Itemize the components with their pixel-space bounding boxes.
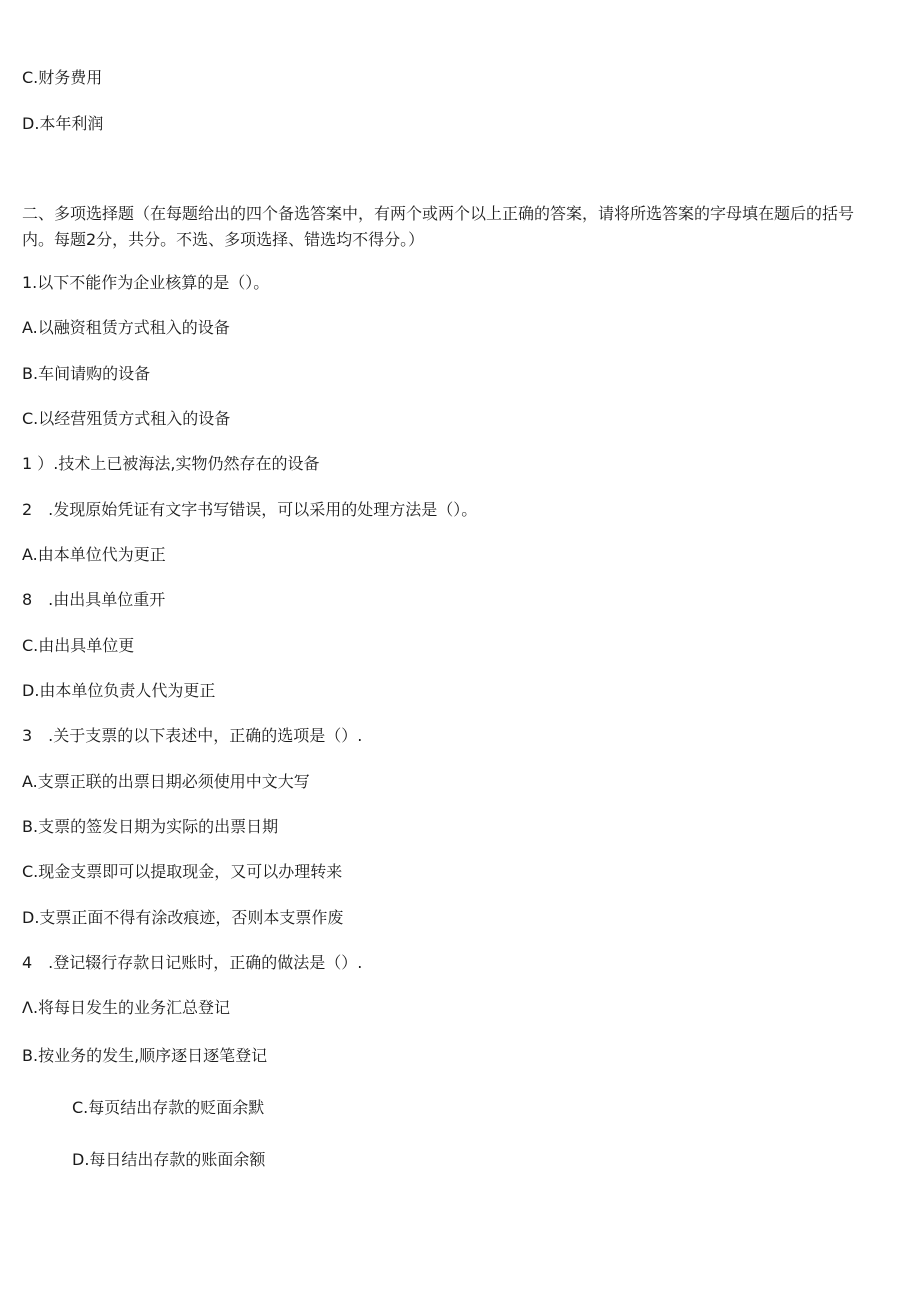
question-4: 4 .登记辍行存款日记账时，正确的做法是（）. <box>22 953 363 972</box>
q3-option-c: C.现金支票即可以提取现金，又可以办理转来 <box>22 862 343 881</box>
q4-option-a: Λ.将每日发生的业务汇总登记 <box>22 998 231 1017</box>
q2-option-d: D.由本单位负责人代为更正 <box>22 681 216 700</box>
question-1: 1.以下不能作为企业核算的是（）。 <box>22 273 270 292</box>
q1-option-b: B.车间请购的设备 <box>22 364 151 383</box>
q1-option-c: C.以经营殂赁方式租入的设备 <box>22 409 231 428</box>
question-3: 3 .关于支票的以下表述中，正确的选项是（）. <box>22 726 363 745</box>
section-heading-multiple-choice: 二、多项选择题（在每题给出的四个备选答案中，有两个或两个以上正确的答案，请将所选答案的字母填在题后的括号内。每题2分，共分。不选、多项选择、错选均不得分。） <box>22 204 855 249</box>
q3-option-b: B.支票的签发日期为实际的出票日期 <box>22 817 279 836</box>
q1-option-d: 1 ）.技术上已被海法,实物仍然存在的设备 <box>22 454 320 473</box>
q4-option-c: C.每页结出存款的贬面余默 <box>72 1098 265 1117</box>
q4-option-d: D.每日结出存款的账面余额 <box>72 1150 266 1169</box>
q2-option-b: 8 .由出具单位重开 <box>22 590 166 609</box>
question-2: 2 .发现原始凭证有文字书写错误，可以采用的处理方法是（）。 <box>22 500 478 519</box>
q3-option-d: D.支票正面不得有涂改痕迹，否则本支票作废 <box>22 908 344 927</box>
option-c-finance-expense: C.财务费用 <box>22 68 103 87</box>
q4-option-b: B.按业务的发生,顺序逐日逐笔登记 <box>22 1046 268 1065</box>
option-d-current-profit: D.本年利润 <box>22 114 104 133</box>
q1-option-a: A.以融资租赁方式租入的设备 <box>22 318 230 337</box>
q3-option-a: A.支票正联的出票日期必须使用中文大写 <box>22 772 310 791</box>
q2-option-a: A.由本单位代为更正 <box>22 545 166 564</box>
q2-option-c: C.由出具单位更 <box>22 636 135 655</box>
